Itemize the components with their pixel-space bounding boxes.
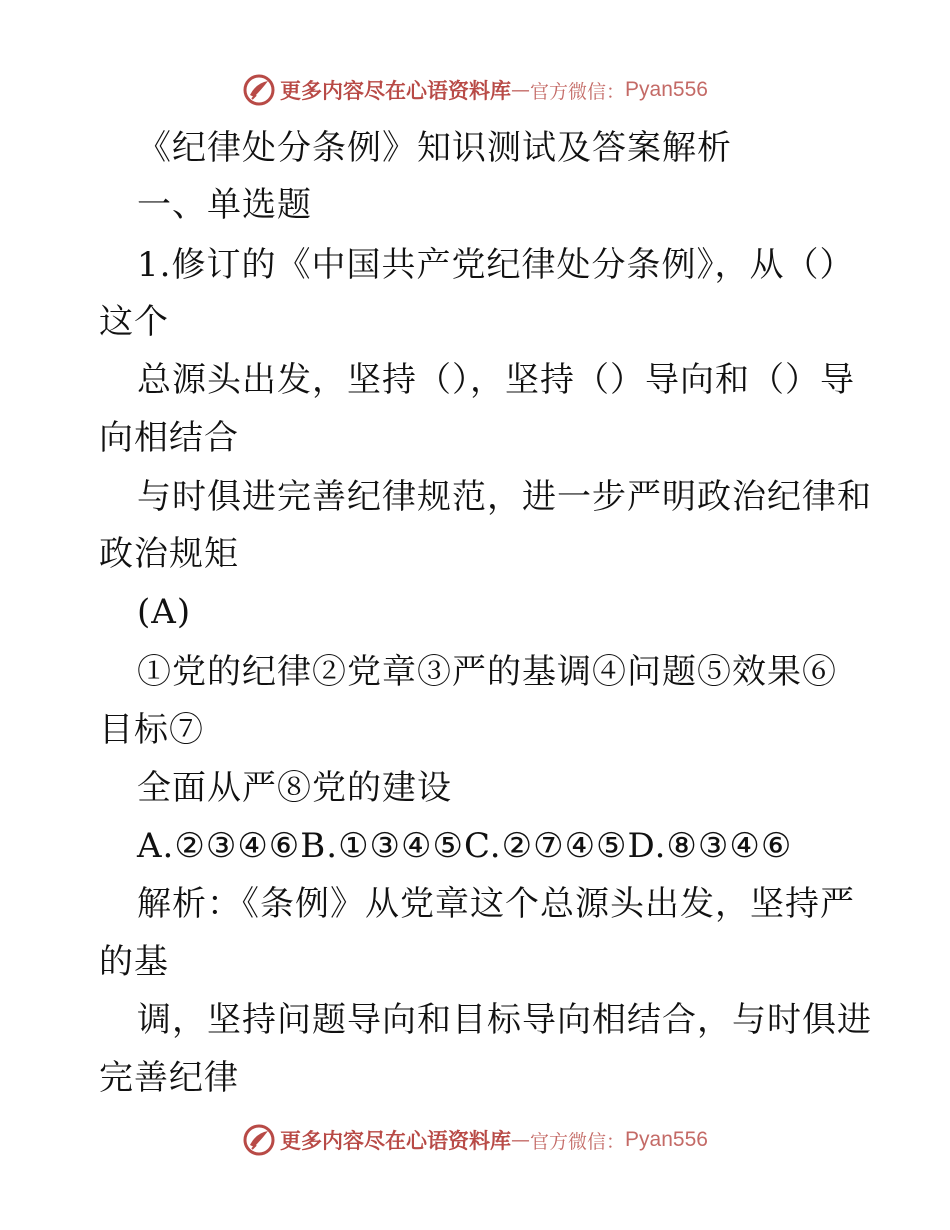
- section-heading: 一、单选题: [137, 185, 312, 225]
- banner-sub-text: 官方微信：: [530, 1130, 626, 1153]
- banner-dash: —: [511, 1129, 531, 1151]
- pen-logo-icon: [242, 1123, 276, 1157]
- text-line: 完善纪律: [99, 1058, 239, 1098]
- text-line: 调，坚持问题导向和目标导向相结合，与时俱进: [137, 1000, 872, 1040]
- text-line: 目标⑦: [99, 710, 204, 750]
- text-line: 全面从严⑧党的建设: [137, 768, 452, 808]
- pen-logo-icon: [242, 73, 276, 107]
- text-line: 1.修订的《中国共产党纪律处分条例》，从（）: [137, 245, 855, 285]
- text-line: ①党的纪律②党章③严的基调④问题⑤效果⑥: [137, 652, 837, 692]
- banner-wechat-id: Pyan556: [625, 1128, 708, 1151]
- banner-main-text: 更多内容尽在心语资料库: [280, 1128, 512, 1153]
- text-line: 与时俱进完善纪律规范，进一步严明政治纪律和: [137, 477, 872, 517]
- text-line: 政治规矩: [99, 534, 239, 574]
- document-title: 《纪律处分条例》知识测试及答案解析: [137, 128, 732, 168]
- text-line: 总源头出发，坚持（），坚持（）导向和（）导: [137, 360, 855, 400]
- answer-marker: (A): [137, 592, 192, 632]
- analysis-line: 解析：《条例》从党章这个总源头出发，坚持严: [137, 884, 855, 924]
- text-line: 向相结合: [99, 418, 239, 458]
- banner-wechat-id: Pyan556: [625, 78, 708, 101]
- footer-watermark: [0, 1120, 950, 1160]
- text-line: 的基: [99, 942, 169, 982]
- banner-main-text: 更多内容尽在心语资料库: [280, 78, 512, 103]
- text-line: 这个: [99, 302, 169, 342]
- banner-dash: —: [511, 79, 531, 101]
- banner-sub-text: 官方微信：: [530, 80, 626, 103]
- header-watermark: [0, 70, 950, 110]
- answer-options: A.②③④⑥B.①③④⑤C.②⑦④⑤D.⑧③④⑥: [137, 826, 793, 866]
